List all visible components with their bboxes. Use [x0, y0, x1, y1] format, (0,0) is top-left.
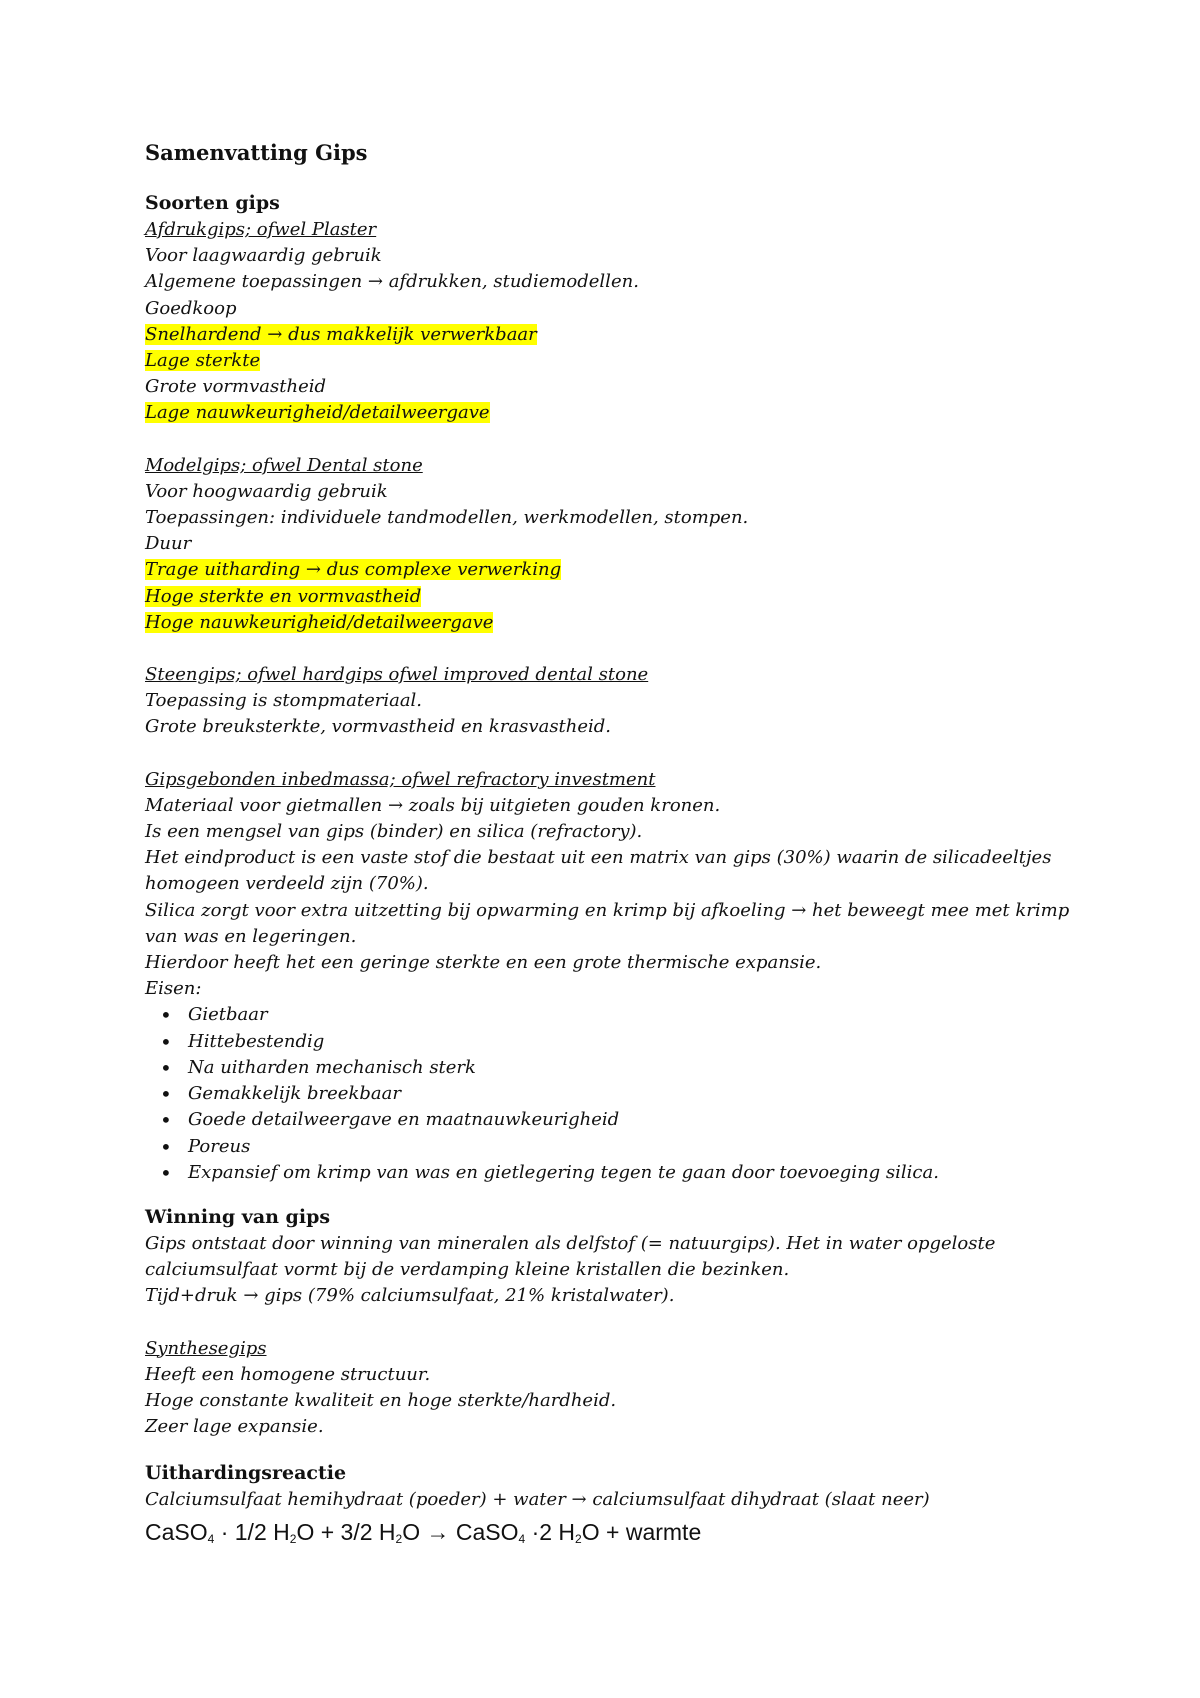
text-line: Toepassingen: individuele tandmodellen, werkmodellen, stompen. — [145, 507, 749, 529]
heading-soorten-gips: Soorten gips — [145, 192, 280, 214]
arrow-icon: → — [571, 1489, 587, 1511]
subheading-modelgips: Modelgips; ofwel Dental stone — [145, 454, 423, 476]
text-line: Goedkoop — [145, 297, 237, 319]
list-item: • Goede detailweergave en maatnauwkeurigheid — [188, 1107, 1075, 1133]
text-line: Materiaal voor gietmallen → zoals bij uitgieten gouden kronen. — [145, 794, 721, 816]
highlighted-line: Hoge nauwkeurigheid/detailweergave — [145, 611, 494, 633]
text-line: Algemene toepassingen → afdrukken, studiemodellen. — [145, 271, 639, 293]
text-line: Tijd+druk → gips (79% calciumsulfaat, 21% kristalwater). — [145, 1285, 675, 1307]
highlighted-line: Snelhardend → dus makkelijk verwerkbaar — [145, 323, 537, 345]
text-line: Eisen: — [145, 978, 202, 1000]
heading-uithardingsreactie: Uithardingsreactie — [145, 1462, 347, 1485]
arrow-icon: → — [267, 323, 283, 345]
text-line: Zeer lage expansie. — [145, 1416, 324, 1438]
document-title: Samenvatting Gips — [145, 140, 368, 165]
arrow-icon: → — [243, 1285, 259, 1307]
highlighted-line: Hoge sterkte en vormvastheid — [145, 585, 422, 607]
text-line: Calciumsulfaat hemihydraat (poeder) + water → calciumsulfaat dihydraat (slaat neer) — [145, 1489, 930, 1511]
arrow-icon: → — [791, 899, 807, 921]
arrow-icon: → — [305, 559, 321, 581]
eisen-list — [145, 1002, 1075, 1185]
text-line: Grote breuksterkte, vormvastheid en krasvastheid. — [145, 716, 612, 738]
subheading-steengips: Steengips; ofwel hardgips ofwel improved dental stone — [145, 664, 649, 686]
subheading-afdrukgips: Afdrukgips; ofwel Plaster — [145, 219, 377, 240]
subheading-inbedmassa: Gipsgebonden inbedmassa; ofwel refractory investment — [145, 768, 656, 790]
subheading-synthesegips: Synthesegips — [145, 1337, 267, 1359]
highlighted-line: Lage nauwkeurigheid/detailweergave — [145, 402, 490, 424]
text-line: Toepassing is stompmateriaal. — [145, 690, 423, 712]
highlighted-line: Trage uitharding → dus complexe verwerking — [145, 559, 562, 581]
list-item: • Hittebestendig — [188, 1029, 1075, 1055]
text-line: Heeft een homogene structuur. — [145, 1363, 431, 1385]
text-paragraph: Gips ontstaat door winning van mineralen als delfstof (= natuurgips). Het in water opgeloste calciumsulfaat vormt bij de verdamping kleine kristallen die bezinken. — [145, 1232, 996, 1281]
text-line: Is een mengsel van gips (binder) en silica (refractory). — [145, 821, 643, 843]
chemical-formula: CaSO$_4$ · 1/2 $H_2O + 3/2$ $H_2O$ → CaSO$_4$ ·2 $H_2O$ + warmte — [145, 1518, 702, 1546]
arrow-icon: → — [387, 794, 404, 816]
list-item: • Poreus — [188, 1134, 1075, 1160]
document-page — [145, 138, 1075, 1555]
text-paragraph: Silica zorgt voor extra uitzetting bij opwarming en krimp bij afkoeling → het beweegt mee met krimp van was en legeringen. — [145, 899, 1070, 947]
text-line: Hierdoor heeft het een geringe sterkte en een grote thermische expansie. — [145, 952, 822, 974]
text-line: Voor hoogwaardig gebruik — [145, 480, 388, 502]
list-item: • Gietbaar — [188, 1002, 1075, 1028]
text-paragraph: Het eindproduct is een vaste stof die bestaat uit een matrix van gips (30%) waarin de silicadeeltjes homogeen verdeeld zijn (70%). — [145, 847, 1052, 895]
heading-winning-van-gips: Winning van gips — [145, 1205, 331, 1228]
highlighted-line: Lage sterkte — [145, 350, 261, 372]
arrow-icon: → — [367, 271, 384, 293]
arrow-icon: → — [426, 1518, 450, 1545]
text-line: Hoge constante kwaliteit en hoge sterkte/hardheid. — [145, 1389, 617, 1411]
list-item: • Gemakkelijk breekbaar — [188, 1081, 1075, 1107]
text-line: Voor laagwaardig gebruik — [145, 245, 382, 267]
list-item: • Expansief om krimp van was en gietlegering tegen te gaan door toevoeging silica. — [188, 1160, 1075, 1186]
list-item: • Na uitharden mechanisch sterk — [188, 1055, 1075, 1081]
text-line: Grote vormvastheid — [145, 376, 327, 398]
text-line: Duur — [145, 533, 192, 555]
